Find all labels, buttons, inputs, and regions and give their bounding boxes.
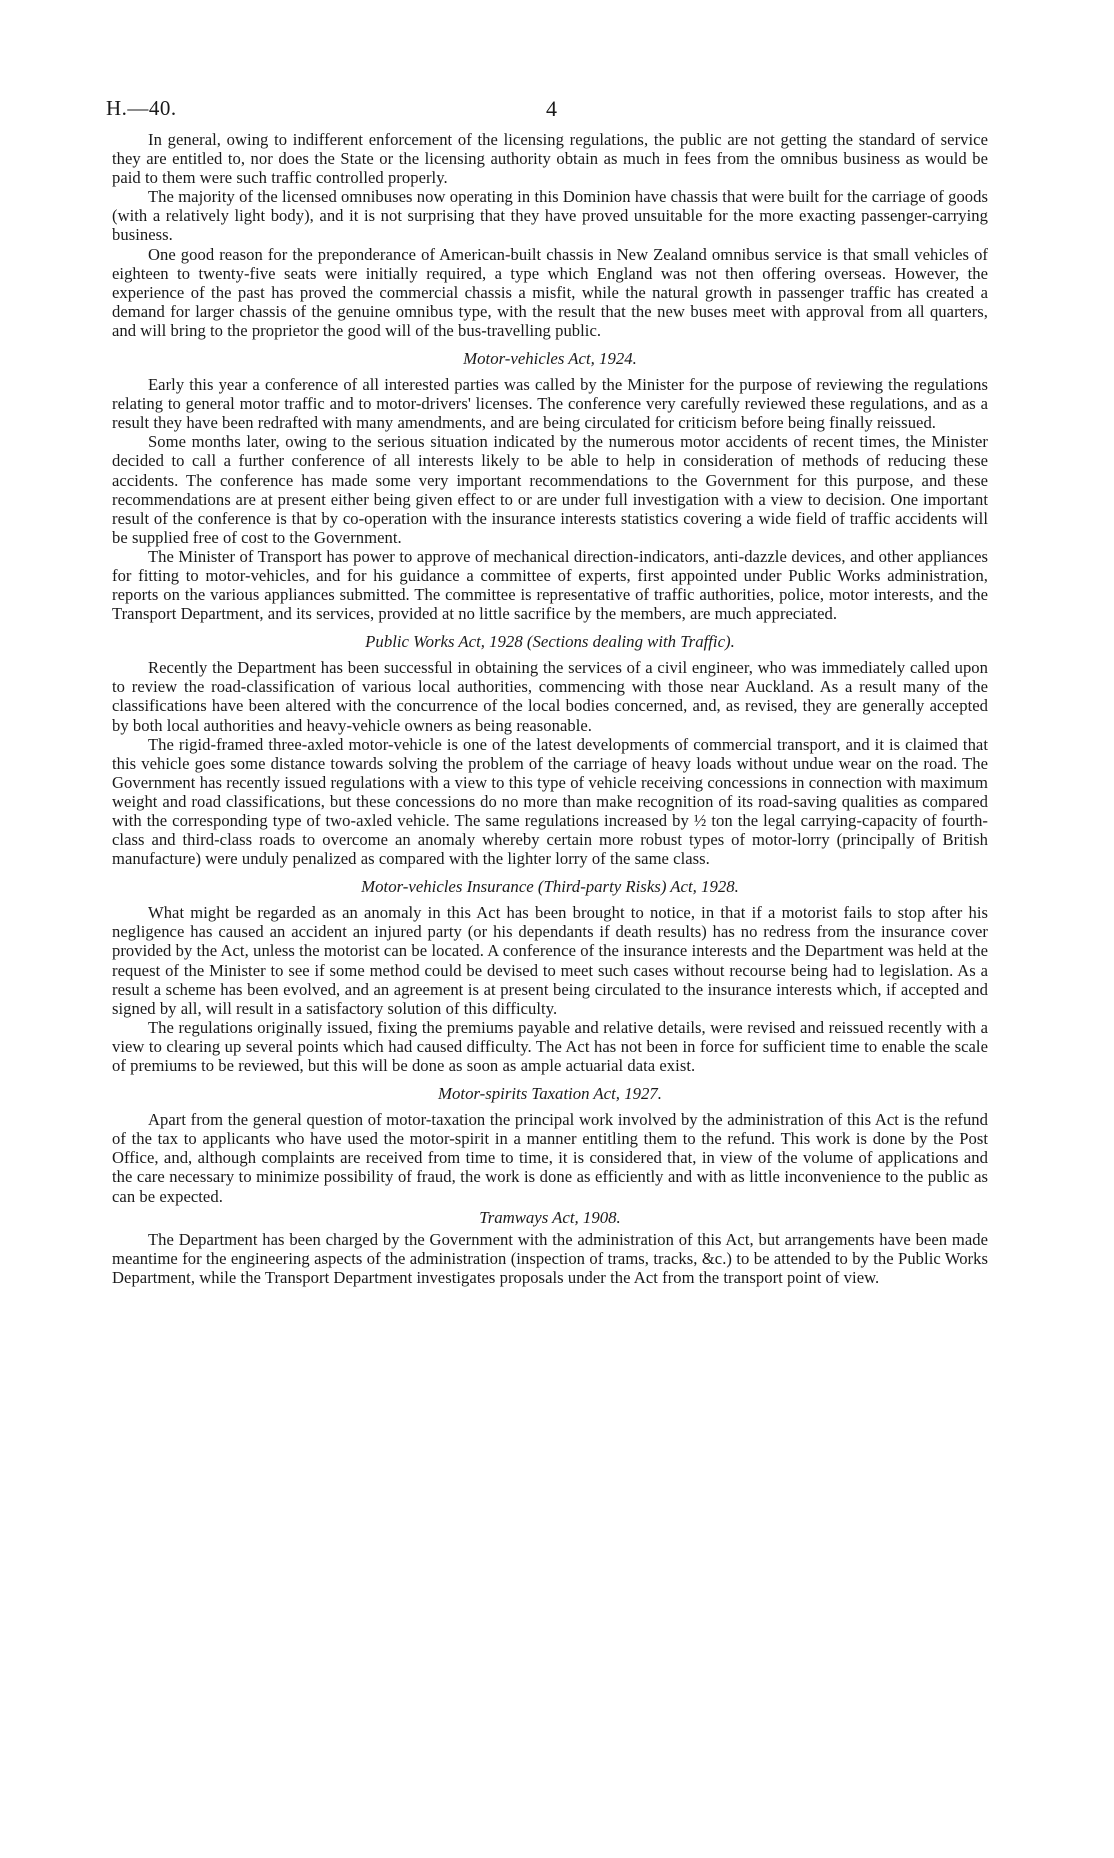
paragraph: What might be regarded as an anomaly in this Act has been brought to notice, in that if a motorist fails to stop after his negligence has caused an accident an injured party (or his dependants if death results) has no redress from the insurance cover provided by the Act, unless the motorist can be located. A conference of the insurance interests and the Department was held at the request of the Minister to see if some method could be devised to meet such cases without recourse being had to legislation. As a result a scheme has been evolved, and an agreement is at present being circulated to the insurance interests which, if accepted and signed by all, will result in a satisfactory solution of this difficulty. — [112, 903, 988, 1018]
section-heading: Motor-vehicles Insurance (Third-party Risks) Act, 1928. — [361, 877, 739, 897]
section-heading: Tramways Act, 1908. — [479, 1207, 621, 1227]
paragraph: The regulations originally issued, fixing the premiums payable and relative details, were revised and reissued recently with a view to clearing up several points which had caused difficulty. The Act has not been in force for sufficient time to enable the scale of premiums to be reviewed, but this will be done as soon as ample actuarial data exist. — [112, 1017, 988, 1076]
paragraph: Early this year a conference of all interested parties was called by the Minister for the purpose of reviewing the regulations relating to general motor traffic and to motor-drivers' licenses. The conference very carefully reviewed these regulations, and as a result they have been redrafted with many amendments, and are being circulated for criticism before being finally reissued. — [112, 375, 988, 433]
page-header — [106, 96, 988, 130]
section-motor-spirits-act — [112, 1084, 988, 1205]
paragraph: Recently the Department has been successful in obtaining the services of a civil engineer, who was immediately called upon to review the road-classification of various local authorities, commencing with those near Auckland. As a result many of the classifications have been altered with the concurrence of the local bodies concerned, and, as revised, they are generally accepted by both local authorities and heavy-vehicle owners as being reasonable. — [112, 658, 988, 735]
paragraph: Apart from the general question of motor-taxation the principal work involved by the administration of this Act is the refund of the tax to applicants who have used the motor-spirit in a manner entitling them to the refund. This work is done by the Post Office, and, although complaints are received from time to time, it is considered that, in view of the volume of applications and the care necessary to minimize possibility of fraud, the work is done as efficiently and with as little inconvenience to the public as can be expected. — [112, 1110, 988, 1206]
section-heading: Motor-vehicles Act, 1924. — [463, 349, 637, 369]
document-reference: H.—40. — [106, 96, 177, 120]
section-motor-vehicles-act — [112, 349, 988, 623]
paragraph: The rigid-framed three-axled motor-vehicle is one of the latest developments of commercial transport, and it is claimed that this vehicle goes some distance towards solving the problem of the carriage of heavy loads without undue wear on the road. The Government has recently issued regulations with a view to this type of vehicle receiving concessions in connection with maximum weight and road classifications, but these concessions do no more than make recognition of its road-saving qualities as compared with the corresponding type of two-axled vehicle. The same regulations increased by ½ ton the legal carrying-capacity of fourth-class and third-class roads to overcome an anomaly whereby certain more robust types of motor-lorry (principally of British manufacture) were unduly penalized as compared with the lighter lorry of the same class. — [112, 734, 988, 869]
section-heading: Public Works Act, 1928 (Sections dealing with Traffic). — [365, 632, 735, 652]
paragraph: The Minister of Transport has power to approve of mechanical direction-indicators, anti-dazzle devices, and other appliances for fitting to motor-vehicles, and for his guidance a committee of experts, first appointed under Public Works administration, reports on the various appliances submitted. The committee is representative of traffic authorities, police, motor interests, and the Transport Department, and its services, provided at no little sacrifice by the members, are much appreciated. — [112, 546, 988, 624]
section-omnibus — [112, 130, 988, 340]
paragraph: The Department has been charged by the Government with the administration of this Act, but arrangements have been made meantime for the engineering aspects of the administration (inspection of trams, tracks, &c.) to be attended to by the Public Works Department, while the Transport Department investigates proposals under the Act from the transport point of view. — [112, 1229, 988, 1287]
paragraph: The majority of the licensed omnibuses now operating in this Dominion have chassis that were built for the carriage of goods (with a relatively light body), and it is not surprising that they have proved unsuitable for the more exacting passenger-carrying business. — [112, 187, 988, 245]
page-number: 4 — [546, 96, 558, 121]
section-heading: Motor-spirits Taxation Act, 1927. — [438, 1084, 662, 1104]
paragraph: Some months later, owing to the serious situation indicated by the numerous motor accidents of recent times, the Minister decided to call a further conference of all interests likely to be able to help in consideration of methods of reducing these accidents. The conference has made some very important recommendations to the Government for this purpose, and these recommendations are at present either being given effect to or are under full investigation with a view to decision. One important result of the conference is that by co-operation with the insurance interests statistics covering a wide field of traffic accidents will be supplied free of cost to the Government. — [112, 432, 988, 547]
paragraph: In general, owing to indifferent enforcement of the licensing regulations, the public are not getting the standard of service they are entitled to, nor does the State or the licensing authority obtain as much in fees from the omnibus business as would be paid to them were such traffic controlled properly. — [112, 130, 988, 188]
paragraph: One good reason for the preponderance of American-built chassis in New Zealand omnibus service is that small vehicles of eighteen to twenty-five seats were initially required, a type which England was not then offering overseas. However, the experience of the past has proved the commercial chassis a misfit, while the natural growth in passenger traffic has created a demand for larger chassis of the genuine omnibus type, with the result that the new buses meet with approval from all quarters, and will bring to the proprietor the good will of the bus-travelling public. — [112, 244, 988, 340]
section-tramways-act — [112, 1208, 988, 1287]
section-public-works-act — [112, 632, 988, 868]
document-page — [106, 96, 988, 1287]
section-insurance-act — [112, 877, 988, 1075]
